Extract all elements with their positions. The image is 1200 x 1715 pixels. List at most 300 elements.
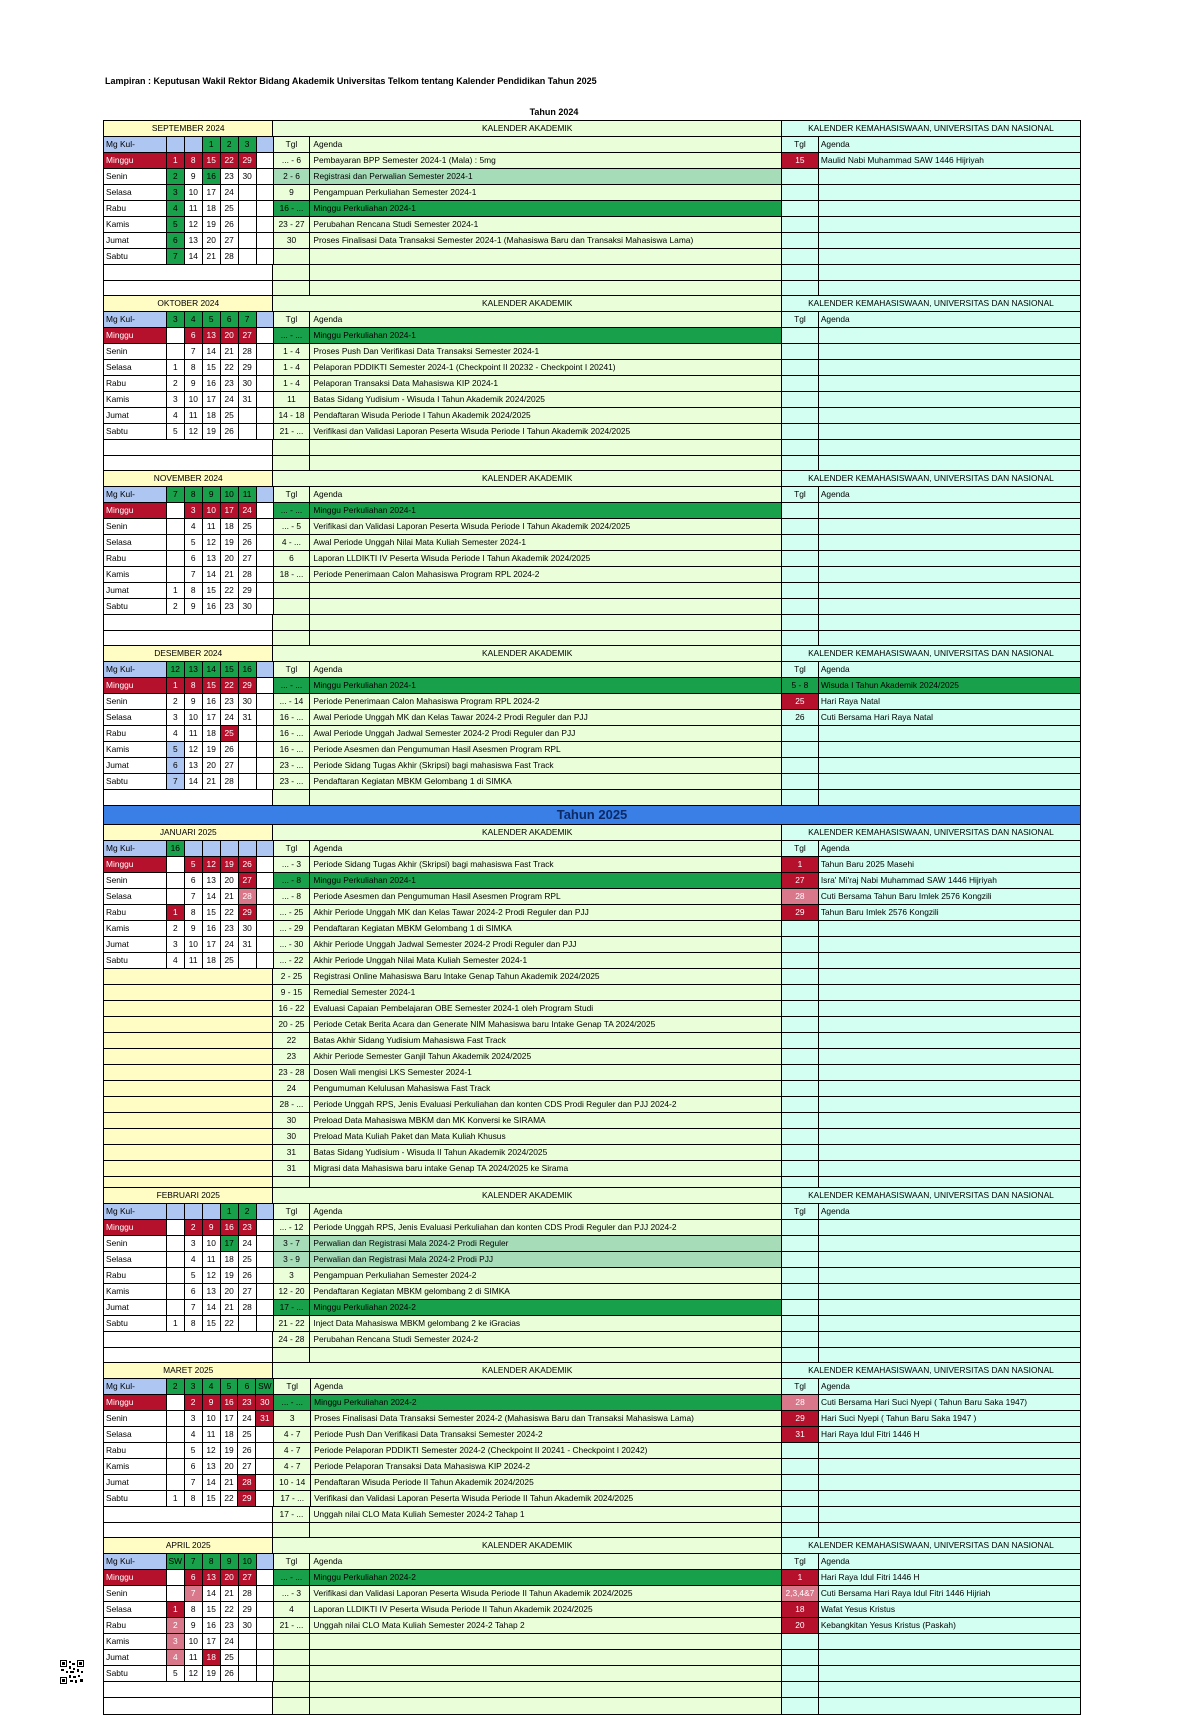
academic-tgl: ... - 29 [274, 921, 311, 936]
week-number: 5 [203, 312, 221, 327]
calendar-row [104, 1268, 1080, 1284]
day-cell: 19 [221, 1443, 239, 1458]
day-cell [256, 1491, 274, 1506]
calendar-row [104, 1682, 1080, 1698]
calendar-row [104, 551, 1080, 567]
day-cell: 27 [239, 1284, 257, 1299]
academic-tgl: ... - 5 [274, 519, 311, 534]
empty-cell [819, 1634, 1080, 1649]
month-title: APRIL 2025 [104, 1538, 273, 1553]
day-cell: 18 [221, 519, 239, 534]
day-cell [167, 328, 185, 343]
academic-agenda: Pembayaran BPP Semester 2024-1 (Mala) : 5mg [310, 153, 782, 168]
calendar-row [104, 937, 1080, 953]
national-title: KALENDER KEMAHASISWAAN, UNIVERSITAS DAN NASIONAL [782, 471, 1080, 486]
academic-agenda: Periode Unggah RPS, Jenis Evaluasi Perkuliahan dan konten CDS Prodi Reguler dan PJJ 2024-2 [310, 1097, 782, 1112]
academic-tgl: ... - ... [274, 678, 311, 693]
empty-cell [782, 567, 819, 582]
empty-cell [310, 440, 782, 455]
calendar-row [104, 921, 1080, 937]
day-cell: 2 [167, 376, 185, 391]
calendar-row [104, 1081, 1080, 1097]
empty-cell [782, 551, 819, 566]
day-cell: 17 [203, 1634, 221, 1649]
academic-title: KALENDER AKADEMIK [273, 1363, 781, 1378]
national-agenda: Cuti Bersama Hari Raya Natal [819, 710, 1080, 725]
day-cell [256, 1475, 274, 1490]
academic-tgl: 30 [274, 233, 311, 248]
day-cell [239, 233, 257, 248]
empty-cell [819, 201, 1080, 216]
agenda-header: Agenda [310, 487, 782, 502]
day-cell: 3 [185, 503, 203, 518]
day-cell [239, 1650, 257, 1665]
empty-cell [104, 440, 273, 455]
calendar-row [104, 678, 1080, 694]
day-cell: 13 [203, 873, 221, 888]
empty-cell [819, 1017, 1080, 1032]
academic-agenda: Pelaporan PDDIKTI Semester 2024-1 (Checkpoint II 20232 - Checkpoint I 20241) [310, 360, 782, 375]
day-cell [256, 1459, 274, 1474]
academic-agenda: Periode Pelaporan PDDIKTI Semester 2024-2 (Checkpoint II 20241 - Checkpoint I 20242) [311, 1443, 782, 1458]
calendar-row [104, 1033, 1080, 1049]
day-cell: 1 [167, 678, 185, 693]
day-cell: 31 [239, 710, 257, 725]
day-name: Jumat [104, 233, 167, 248]
day-cell: 15 [203, 905, 221, 920]
calendar-row [104, 1634, 1080, 1650]
day-name: Kamis [104, 921, 167, 936]
empty-cell [819, 1666, 1080, 1681]
day-cell: 4 [167, 201, 185, 216]
empty-cell [257, 153, 274, 168]
academic-tgl: 3 - 7 [274, 1236, 311, 1251]
year-band: Tahun 2025 [104, 806, 1080, 825]
day-cell: 28 [239, 1586, 257, 1601]
day-cell [167, 1395, 185, 1410]
tgl-header: Tgl [274, 1204, 311, 1219]
day-cell: 3 [167, 185, 185, 200]
day-cell: 30 [239, 376, 257, 391]
national-agenda: Cuti Bersama Hari Suci Nyepi ( Tahun Baru Saka 1947) [819, 1395, 1080, 1410]
academic-tgl: 16 - ... [274, 742, 311, 757]
academic-tgl: ... - 3 [274, 1586, 311, 1601]
day-cell: 19 [221, 857, 239, 872]
week-number: 8 [203, 1554, 221, 1569]
day-cell: 22 [221, 1316, 239, 1331]
agenda-header: Agenda [819, 137, 1080, 152]
day-cell: 19 [203, 424, 221, 439]
empty-cell [782, 615, 819, 630]
day-cell: 18 [221, 1427, 239, 1442]
week-label: Mg Kul- [104, 841, 167, 856]
empty-cell [104, 969, 273, 984]
day-cell [167, 519, 185, 534]
empty-cell [819, 567, 1080, 582]
day-name: Kamis [104, 392, 167, 407]
calendar-row [104, 583, 1080, 599]
empty-cell [274, 1634, 311, 1649]
academic-tgl: 24 [273, 1081, 310, 1096]
day-name: Selasa [104, 535, 167, 550]
day-cell: 13 [203, 328, 221, 343]
empty-cell [782, 1300, 819, 1315]
empty-cell [782, 328, 819, 343]
day-cell: 23 [239, 1220, 257, 1235]
empty-cell [257, 201, 274, 216]
week-number: 12 [167, 662, 185, 677]
day-name: Rabu [104, 1443, 167, 1458]
week-number: 7 [239, 312, 257, 327]
empty-cell [104, 1129, 273, 1144]
tgl-header: Tgl [274, 662, 311, 677]
empty-cell [104, 1682, 273, 1697]
day-cell: 26 [221, 217, 239, 232]
week-number: SW [167, 1554, 185, 1569]
day-cell: 21 [221, 344, 239, 359]
day-cell: 7 [185, 567, 203, 582]
empty-cell [819, 969, 1080, 984]
month-block [103, 1537, 1081, 1715]
empty-cell [782, 1332, 819, 1347]
week-row [104, 1554, 1080, 1570]
day-cell: 26 [221, 742, 239, 757]
calendar-row [104, 615, 1080, 631]
empty-cell [819, 1081, 1080, 1096]
week-number: SW [256, 1379, 274, 1394]
week-row [104, 1204, 1080, 1220]
day-name: Minggu [104, 1220, 167, 1235]
day-cell: 8 [185, 678, 203, 693]
day-cell: 2 [167, 1618, 185, 1633]
day-cell: 2 [167, 921, 185, 936]
national-agenda: Hari Suci Nyepi ( Tahun Baru Saka 1947 ) [819, 1411, 1080, 1426]
day-cell: 3 [167, 937, 185, 952]
day-cell: 21 [203, 249, 221, 264]
academic-tgl: 2 - 25 [273, 969, 310, 984]
empty-cell [819, 1097, 1080, 1112]
day-cell: 11 [185, 953, 203, 968]
day-cell [167, 1268, 185, 1283]
empty-cell [273, 790, 310, 805]
empty-cell [257, 1316, 274, 1331]
day-name: Minggu [104, 1395, 167, 1410]
calendar-row [104, 985, 1080, 1001]
day-cell: 24 [221, 392, 239, 407]
empty-cell [782, 1443, 819, 1458]
qr-code-icon [60, 1660, 84, 1684]
day-cell: 26 [238, 1443, 256, 1458]
day-cell: 9 [185, 599, 203, 614]
national-agenda: Maulid Nabi Muhammad SAW 1446 Hijriyah [819, 153, 1080, 168]
day-cell: 28 [239, 344, 257, 359]
day-cell: 5 [185, 1443, 203, 1458]
academic-tgl: 23 - ... [274, 758, 311, 773]
month-block [103, 805, 1081, 1194]
tgl-header: Tgl [782, 312, 819, 327]
empty-cell [257, 1220, 274, 1235]
academic-tgl: 10 - 14 [274, 1475, 311, 1490]
day-cell: 14 [203, 344, 221, 359]
day-name: Kamis [104, 217, 167, 232]
empty-cell [104, 1698, 273, 1714]
calendar-row [104, 392, 1080, 408]
empty-cell [819, 392, 1080, 407]
empty-cell [819, 1065, 1080, 1080]
academic-agenda: Preload Data Mahasiswa MBKM dan MK Konversi ke SIRAMA [310, 1113, 782, 1128]
week-number: 13 [185, 662, 203, 677]
week-number [239, 841, 257, 856]
month-title: MARET 2025 [104, 1363, 273, 1378]
day-cell: 13 [203, 1284, 221, 1299]
day-cell: 4 [185, 1427, 203, 1442]
day-cell: 30 [239, 921, 257, 936]
day-cell: 9 [185, 169, 203, 184]
empty-cell [104, 1145, 273, 1160]
calendar-row [104, 519, 1080, 535]
empty-cell [257, 535, 274, 550]
day-name: Senin [104, 1586, 167, 1601]
empty-cell [782, 1145, 819, 1160]
day-cell: 29 [239, 360, 257, 375]
week-label: Mg Kul- [104, 487, 167, 502]
empty-cell [104, 1001, 273, 1016]
academic-agenda: Minggu Perkuliahan 2024-2 [311, 1395, 782, 1410]
empty-cell [782, 1666, 819, 1681]
calendar-row [104, 185, 1080, 201]
tgl-header: Tgl [274, 487, 311, 502]
academic-agenda: Pengampuan Perkuliahan Semester 2024-1 [310, 185, 782, 200]
empty-cell [819, 1161, 1080, 1176]
day-cell: 10 [203, 1411, 221, 1426]
empty-cell [257, 1618, 274, 1633]
day-name: Minggu [104, 328, 167, 343]
empty-cell [782, 774, 819, 789]
day-cell: 20 [221, 873, 239, 888]
day-name: Minggu [104, 503, 167, 518]
empty-cell [257, 1236, 274, 1251]
tgl-header: Tgl [782, 662, 819, 677]
academic-tgl: 21 - ... [274, 1618, 311, 1633]
empty-cell [782, 1491, 819, 1506]
calendar-row [104, 1427, 1080, 1443]
day-cell: 28 [221, 249, 239, 264]
day-cell: 21 [221, 889, 239, 904]
day-cell: 14 [203, 889, 221, 904]
empty-cell [782, 503, 819, 518]
academic-agenda: Pendaftaran Kegiatan MBKM Gelombang 1 di SIMKA [310, 774, 782, 789]
academic-tgl: 1 - 4 [274, 360, 311, 375]
calendar-row [104, 535, 1080, 551]
day-cell: 8 [185, 1491, 203, 1506]
empty-cell [819, 1300, 1080, 1315]
day-name: Sabtu [104, 424, 167, 439]
week-number: 4 [203, 1379, 221, 1394]
week-label: Mg Kul- [104, 1554, 167, 1569]
day-name: Sabtu [104, 1491, 167, 1506]
national-agenda: Cuti Bersama Tahun Baru Imlek 2576 Kongzili [819, 889, 1080, 904]
empty-cell [819, 1113, 1080, 1128]
academic-agenda: Pelaporan Transaksi Data Mahasiswa KIP 2024-1 [310, 376, 782, 391]
day-cell [167, 1459, 185, 1474]
day-cell [167, 889, 185, 904]
empty-cell [782, 953, 819, 968]
academic-agenda: Akhir Periode Unggah Jadwal Semester 2024-2 Prodi Reguler dan PJJ [310, 937, 782, 952]
academic-agenda: Verifikasi dan Validasi Laporan Peserta Wisuda Periode I Tahun Akademik 2024/2025 [310, 519, 782, 534]
academic-agenda: Periode Cetak Berita Acara dan Generate NIM Mahasiswa baru Intake Genap TA 2024/2025 [310, 1017, 782, 1032]
academic-title: KALENDER AKADEMIK [273, 296, 781, 311]
day-cell: 10 [185, 392, 203, 407]
academic-agenda: Periode Push Dan Verifikasi Data Transaksi Semester 2024-2 [311, 1427, 782, 1442]
week-row [104, 1379, 1080, 1395]
empty-cell [257, 889, 274, 904]
empty-cell [257, 1570, 274, 1585]
day-cell: 25 [239, 519, 257, 534]
academic-tgl: 1 - 4 [274, 376, 311, 391]
day-cell: 15 [203, 1491, 221, 1506]
day-cell: 21 [221, 1300, 239, 1315]
week-number: 16 [239, 662, 257, 677]
empty-cell [310, 265, 782, 280]
empty-cell [104, 1332, 273, 1347]
academic-agenda: Akhir Periode Unggah MK dan Kelas Tawar 2024-2 Prodi Reguler dan PJJ [310, 905, 782, 920]
day-cell: 12 [185, 424, 203, 439]
day-name: Rabu [104, 551, 167, 566]
agenda-header: Agenda [310, 312, 782, 327]
day-name: Sabtu [104, 1316, 167, 1331]
day-cell: 25 [238, 1427, 256, 1442]
week-row [104, 312, 1080, 328]
day-cell: 2 [185, 1395, 203, 1410]
national-tgl: 31 [782, 1427, 819, 1442]
day-cell: 30 [239, 599, 257, 614]
national-tgl: 15 [782, 153, 819, 168]
day-cell: 19 [203, 1666, 221, 1681]
calendar-row [104, 1666, 1080, 1682]
empty-cell [257, 599, 274, 614]
day-cell: 7 [185, 1475, 203, 1490]
academic-agenda: Unggah nilai CLO Mata Kuliah Semester 2024-2 Tahap 2 [310, 1618, 782, 1633]
empty-cell [257, 694, 274, 709]
day-cell: 13 [203, 1459, 221, 1474]
day-cell: 23 [221, 921, 239, 936]
empty-cell [819, 1491, 1080, 1506]
day-cell: 5 [185, 1268, 203, 1283]
month-block [103, 645, 1081, 823]
national-tgl: 29 [782, 1411, 819, 1426]
empty-cell [819, 583, 1080, 598]
empty-cell [782, 1049, 819, 1064]
day-cell: 1 [167, 583, 185, 598]
academic-tgl: ... - 8 [274, 873, 311, 888]
academic-tgl: 3 - 9 [274, 1252, 311, 1267]
empty-cell [819, 1220, 1080, 1235]
week-number [203, 1204, 221, 1219]
empty-cell [819, 774, 1080, 789]
academic-tgl: 23 [273, 1049, 310, 1064]
empty-cell [819, 376, 1080, 391]
day-name: Selasa [104, 1252, 167, 1267]
empty-cell [819, 1049, 1080, 1064]
day-cell: 16 [203, 921, 221, 936]
calendar-row [104, 1145, 1080, 1161]
empty-cell [819, 726, 1080, 741]
day-cell: 5 [185, 535, 203, 550]
academic-agenda: Periode Sidang Tugas Akhir (Skripsi) bagi mahasiswa Fast Track [310, 758, 782, 773]
title-row [104, 1363, 1080, 1379]
academic-tgl: ... - 30 [274, 937, 311, 952]
day-cell: 17 [221, 1411, 239, 1426]
week-number: 15 [221, 662, 239, 677]
empty-cell [782, 185, 819, 200]
empty-cell [819, 249, 1080, 264]
day-cell [239, 217, 257, 232]
national-agenda: Hari Raya Idul Fitri 1446 H [819, 1570, 1080, 1585]
empty-cell [819, 185, 1080, 200]
empty-cell [782, 1507, 819, 1522]
empty-cell [273, 615, 310, 630]
day-cell: 2 [185, 1220, 203, 1235]
day-name: Minggu [104, 153, 167, 168]
empty-cell [310, 1682, 782, 1697]
empty-cell [782, 1161, 819, 1176]
calendar-row [104, 873, 1080, 889]
national-agenda: Isra' Mi'raj Nabi Muhammad SAW 1446 Hijriyah [819, 873, 1080, 888]
day-cell: 17 [203, 392, 221, 407]
day-cell: 18 [203, 201, 221, 216]
day-cell [239, 1634, 257, 1649]
day-cell: 6 [167, 233, 185, 248]
academic-agenda: Migrasi data Mahasiswa baru intake Genap TA 2024/2025 ke Sirama [310, 1161, 782, 1176]
day-name: Senin [104, 519, 167, 534]
empty-cell [257, 1268, 274, 1283]
academic-agenda: Awal Periode Unggah MK dan Kelas Tawar 2024-2 Prodi Reguler dan PJJ [310, 710, 782, 725]
calendar-row [104, 1586, 1080, 1602]
day-cell: 27 [221, 758, 239, 773]
empty-cell [257, 567, 274, 582]
academic-tgl: 16 - 22 [273, 1001, 310, 1016]
day-cell: 27 [239, 1570, 257, 1585]
day-cell: 21 [221, 1586, 239, 1601]
week-number [203, 841, 221, 856]
day-cell [256, 1427, 274, 1442]
day-cell: 22 [221, 1602, 239, 1617]
empty-cell [104, 1065, 273, 1080]
calendar-row [104, 1411, 1080, 1427]
empty-cell [104, 790, 273, 805]
empty-cell [782, 1065, 819, 1080]
empty-cell [819, 408, 1080, 423]
week-number: 9 [203, 487, 221, 502]
day-cell: 18 [203, 953, 221, 968]
academic-tgl: 30 [273, 1113, 310, 1128]
empty-cell [782, 1650, 819, 1665]
empty-cell [257, 583, 274, 598]
empty-cell [782, 1284, 819, 1299]
empty-cell [782, 169, 819, 184]
empty-cell [257, 774, 274, 789]
calendar-row [104, 1097, 1080, 1113]
empty-cell [257, 742, 274, 757]
month-title: SEPTEMBER 2024 [104, 121, 273, 136]
day-cell: 20 [203, 233, 221, 248]
week-label: Mg Kul- [104, 137, 167, 152]
academic-agenda: Dosen Wali mengisi LKS Semester 2024-1 [310, 1065, 782, 1080]
day-cell: 14 [203, 567, 221, 582]
academic-title: KALENDER AKADEMIK [273, 825, 781, 840]
day-cell: 14 [185, 249, 203, 264]
tgl-header: Tgl [782, 137, 819, 152]
